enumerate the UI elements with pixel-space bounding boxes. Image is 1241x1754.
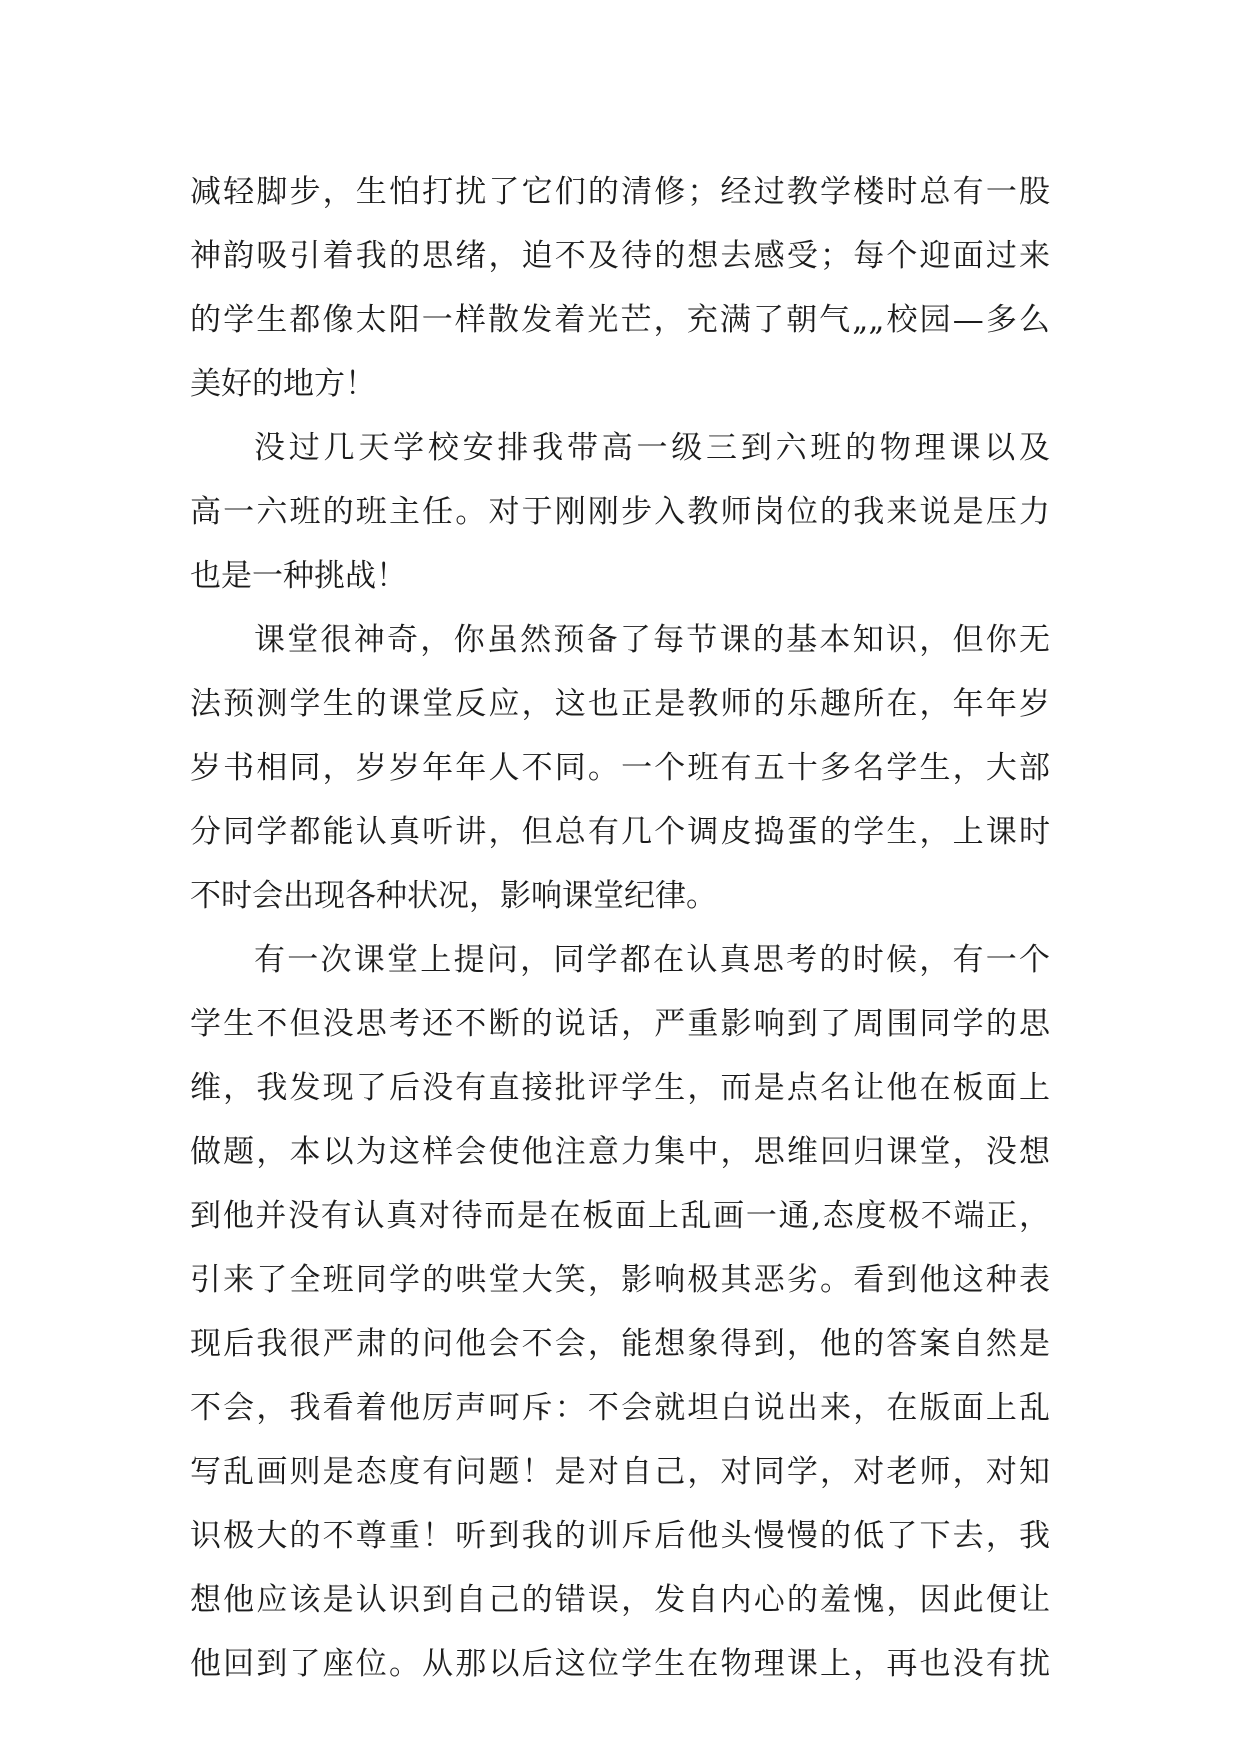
text-line: 不时会出现各种状况，影响课堂纪律。 xyxy=(190,878,717,914)
text-line: 神韵吸引着我的思绪，迫不及待的想去感受；每个迎面过来 xyxy=(190,238,1050,274)
text-line: 维，我发现了后没有直接批评学生，而是点名让他在板面上 xyxy=(190,1070,1050,1106)
text-line: 不会，我看着他厉声呵斥：不会就坦白说出来，在版面上乱 xyxy=(190,1390,1050,1426)
text-line: 法预测学生的课堂反应，这也正是教师的乐趣所在，年年岁 xyxy=(190,686,1050,722)
text-line: 课堂很神奇，你虽然预备了每节课的基本知识，但你无 xyxy=(254,622,1050,658)
text-line: 的学生都像太阳一样散发着光芒，充满了朝气„„校园—多么 xyxy=(190,302,1050,338)
text-line: 分同学都能认真听讲，但总有几个调皮捣蛋的学生，上课时 xyxy=(190,814,1050,850)
text-line: 写乱画则是态度有问题！是对自己，对同学，对老师，对知 xyxy=(190,1454,1050,1490)
text-line: 岁书相同，岁岁年年人不同。一个班有五十多名学生，大部 xyxy=(190,750,1050,786)
text-line: 做题，本以为这样会使他注意力集中，思维回归课堂，没想 xyxy=(190,1134,1050,1170)
text-line: 到他并没有认真对待而是在板面上乱画一通,态度极不端正， xyxy=(190,1198,1050,1234)
text-line: 也是一种挑战！ xyxy=(190,558,407,594)
text-line: 没过几天学校安排我带高一级三到六班的物理课以及 xyxy=(254,430,1050,466)
text-line: 想他应该是认识到自己的错误，发自内心的羞愧，因此便让 xyxy=(190,1582,1050,1618)
text-line: 有一次课堂上提问，同学都在认真思考的时候，有一个 xyxy=(254,942,1050,978)
text-line: 识极大的不尊重！听到我的训斥后他头慢慢的低了下去，我 xyxy=(190,1518,1050,1554)
text-line: 他回到了座位。从那以后这位学生在物理课上，再也没有扰 xyxy=(190,1646,1050,1682)
text-line: 学生不但没思考还不断的说话，严重影响到了周围同学的思 xyxy=(190,1006,1050,1042)
text-line: 现后我很严肃的问他会不会，能想象得到，他的答案自然是 xyxy=(190,1326,1050,1362)
text-line: 减轻脚步，生怕打扰了它们的清修；经过教学楼时总有一股 xyxy=(190,174,1050,210)
text-line: 美好的地方！ xyxy=(190,366,376,402)
text-line: 高一六班的班主任。对于刚刚步入教师岗位的我来说是压力 xyxy=(190,494,1050,530)
document-body xyxy=(190,160,1050,1696)
text-line: 引来了全班同学的哄堂大笑，影响极其恶劣。看到他这种表 xyxy=(190,1262,1050,1298)
